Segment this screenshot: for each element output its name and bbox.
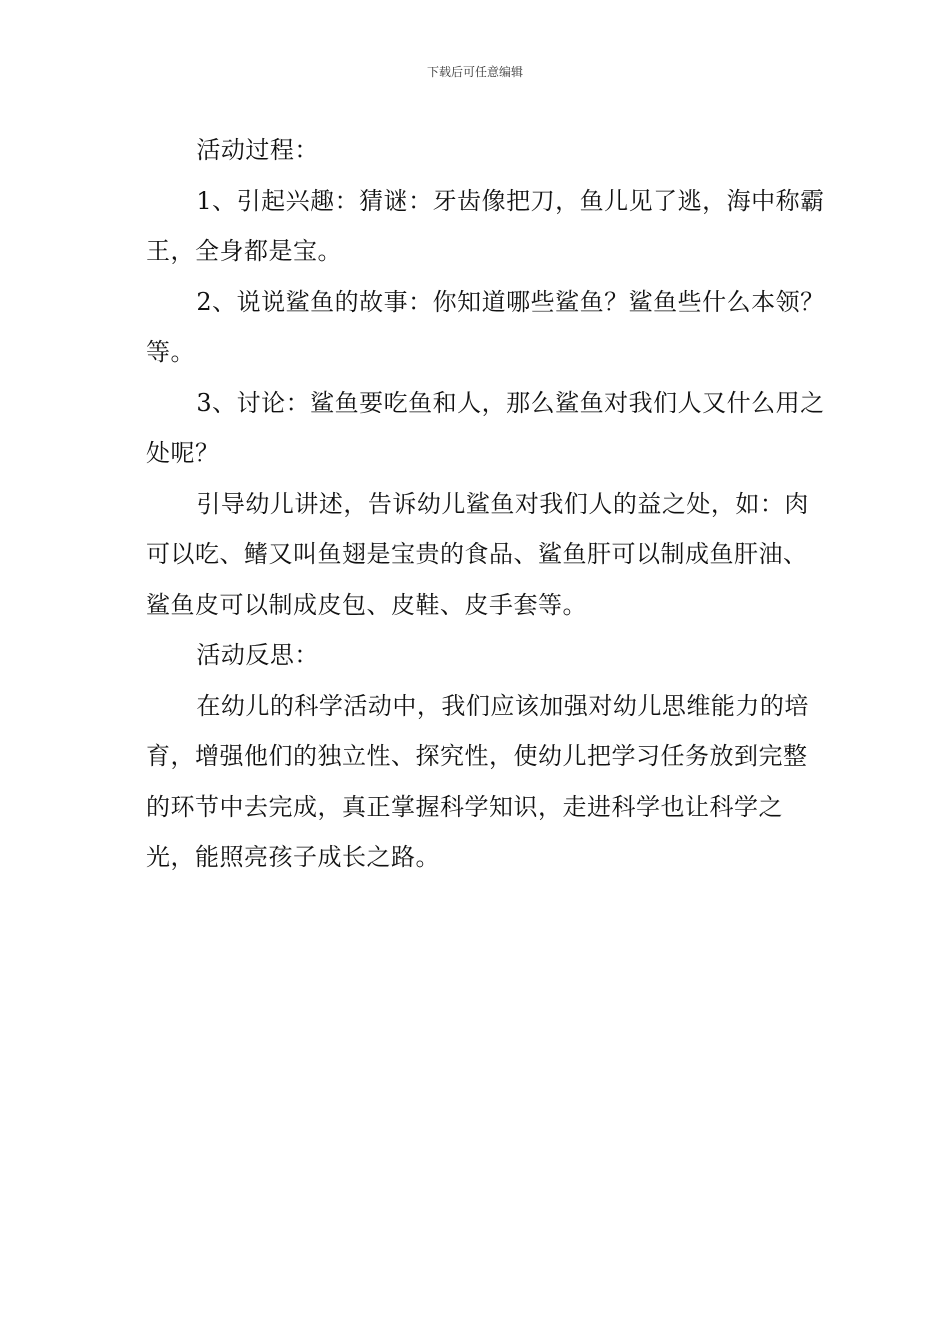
page-header-note: 下载后可任意编辑 (426, 65, 523, 79)
paragraph-step-3: 3、讨论：鲨鱼要吃鱼和人，那么鲨鱼对我们人又什么用之处呢？ (146, 388, 825, 467)
paragraph-step-1: 1、引起兴趣：猜谜：牙齿像把刀，鱼儿见了逃，海中称霸王，全身都是宝。 (146, 186, 825, 265)
paragraph-reflection: 在幼儿的科学活动中，我们应该加强对幼儿思维能力的培育，增强他们的独立性、探究性，使幼儿把学习任务放到完整的环节中去完成，真正掌握科学知识，走进科学也让科学之光，能照亮孩子成长之路。 (146, 691, 809, 871)
section-heading-process: 活动过程： (196, 136, 319, 164)
document-body (146, 125, 826, 883)
paragraph-step-2: 2、说说鲨鱼的故事：你知道哪些鲨鱼？鲨鱼些什么本领？等。 (146, 287, 825, 366)
section-heading-reflection: 活动反思： (196, 641, 319, 669)
paragraph-guidance: 引导幼儿讲述，告诉幼儿鲨鱼对我们人的益之处，如：肉可以吃、鳍又叫鱼翅是宝贵的食品、鲨鱼肝可以制成鱼肝油、鲨鱼皮可以制成皮包、皮鞋、皮手套等。 (146, 489, 809, 619)
